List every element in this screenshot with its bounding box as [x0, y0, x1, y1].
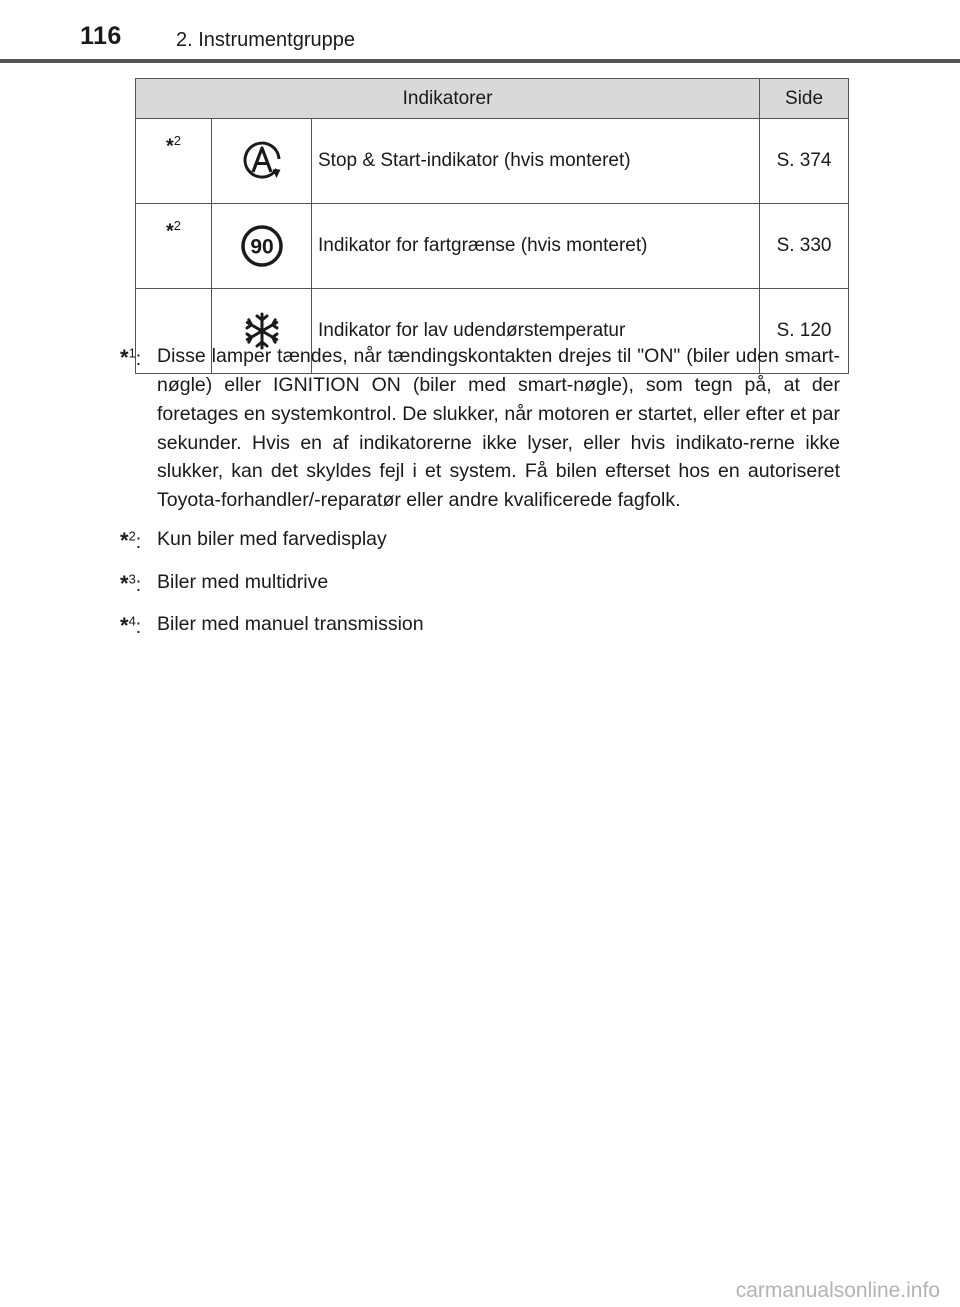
footnotes — [120, 342, 840, 653]
footnote-text: Biler med manuel transmission — [157, 613, 424, 636]
indicator-description: Stop & Start-indikator (hvis monteret) — [312, 119, 760, 204]
table-row — [136, 204, 849, 289]
footnote-marker: *$^1$: — [120, 345, 142, 370]
indicators-table — [135, 78, 849, 374]
asterisk: * — [165, 135, 174, 158]
footnote-3 — [120, 568, 840, 601]
note-ref: 2 — [173, 133, 182, 148]
footnote-marker: *$^2$: — [120, 528, 142, 554]
indicator-description: Indikator for lav udendørstemperatur — [312, 289, 760, 374]
watermark: carmanualsonline.info — [735, 1279, 940, 1302]
footnote-text: Disse lamper tændes, når tændingskontakten drejes til "ON" (biler uden smart-nøgle) eller IGNITION ON (biler med smart-nøgle), som tegn på, at der foretages en systemkontrol. De slukker, når motoren er startet, eller efter et par sekunder. Hvis en af indikatorerne ikke lyser, eller hvis indikato-rerne ikke slukker, kan det skyldes fejl i et system. Få bilen efterset hos en autoriseret Toyota-forhandler/-reparatør eller andre kvalificerede fagfolk. — [157, 345, 840, 512]
page-header — [0, 0, 960, 66]
speed-limit-value: 90 — [249, 235, 274, 259]
speed-limit-90-indicator-icon — [238, 222, 286, 270]
page-reference: S. 330 — [760, 204, 849, 289]
footnote-4 — [120, 610, 840, 643]
footnote-marker: *$^3$: — [120, 570, 142, 596]
table-row — [136, 119, 849, 204]
footnote-1 — [120, 342, 840, 515]
indicator-description: Indikator for fartgrænse (hvis monteret) — [312, 204, 760, 289]
asterisk: * — [165, 220, 174, 243]
icon-cell — [212, 119, 312, 204]
page-number: 116 — [80, 22, 122, 50]
icon-cell — [212, 204, 312, 289]
note-ref-cell — [136, 119, 212, 204]
column-header-page: Side — [760, 79, 849, 119]
footnote-text: Kun biler med farvedisplay — [157, 528, 387, 551]
page-reference: S. 120 — [760, 289, 849, 374]
note-ref-cell — [136, 204, 212, 289]
note-ref: 2 — [173, 218, 182, 233]
footnote-2 — [120, 525, 840, 558]
footnote-text: Biler med multidrive — [157, 570, 329, 593]
section-title: 2. Instrumentgruppe — [176, 29, 355, 51]
header-rule — [0, 59, 960, 63]
table-header-row — [136, 79, 849, 119]
stop-start-indicator-icon — [238, 137, 286, 185]
column-header-indicators: Indikatorer — [136, 79, 760, 119]
footnote-marker: *$^4$: — [120, 613, 142, 639]
page-reference: S. 374 — [760, 119, 849, 204]
